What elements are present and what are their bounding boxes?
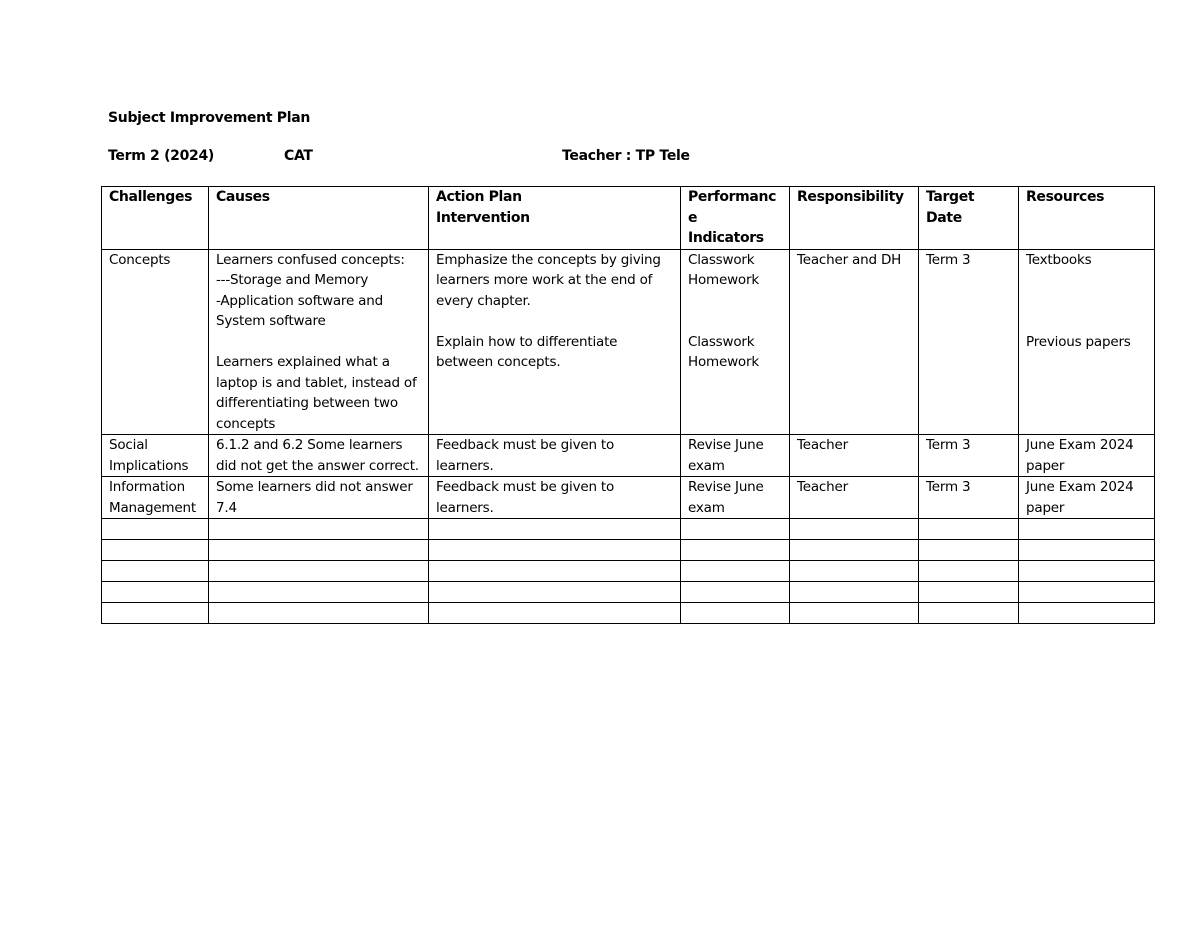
header-performance bbox=[681, 187, 790, 250]
table-row bbox=[102, 249, 1155, 435]
empty-cell bbox=[102, 603, 209, 624]
empty-cell bbox=[429, 561, 681, 582]
cell-target-date: Term 3 bbox=[919, 477, 1019, 519]
header-challenges: Challenges bbox=[102, 187, 209, 250]
empty-cell bbox=[1019, 519, 1155, 540]
empty-cell bbox=[919, 603, 1019, 624]
cell-challenge: Social Implications bbox=[102, 435, 209, 477]
empty-cell bbox=[919, 540, 1019, 561]
empty-cell bbox=[102, 582, 209, 603]
cell-responsibility: Teacher bbox=[790, 477, 919, 519]
header-action-line1: Action Plan bbox=[436, 189, 522, 205]
empty-cell bbox=[681, 582, 790, 603]
cell-performance: Revise June exam bbox=[681, 435, 790, 477]
empty-row bbox=[102, 603, 1155, 624]
header-action-line2: Intervention bbox=[436, 209, 530, 226]
performance-text: Classwork bbox=[688, 251, 755, 268]
empty-cell bbox=[429, 540, 681, 561]
cause-text: -Application software and System software bbox=[216, 292, 383, 329]
header-performance-line1: Performance bbox=[688, 189, 777, 226]
empty-row bbox=[102, 519, 1155, 540]
empty-cell bbox=[790, 519, 919, 540]
cell-performance: Revise June exam bbox=[681, 477, 790, 519]
empty-cell bbox=[681, 540, 790, 561]
header-target-date bbox=[919, 187, 1019, 250]
header-target-line2: Date bbox=[926, 209, 962, 226]
cell-action: Feedback must be given to learners. bbox=[429, 477, 681, 519]
cause-text: Learners confused concepts: bbox=[216, 251, 405, 268]
table-row bbox=[102, 435, 1155, 477]
cause-text: ---Storage and Memory bbox=[216, 272, 369, 288]
empty-cell bbox=[209, 582, 429, 603]
improvement-plan-table bbox=[101, 186, 1155, 624]
cell-performance bbox=[681, 249, 790, 435]
document-title: Subject Improvement Plan bbox=[108, 110, 311, 126]
header-causes: Causes bbox=[209, 187, 429, 250]
empty-cell bbox=[1019, 561, 1155, 582]
empty-cell bbox=[919, 582, 1019, 603]
empty-cell bbox=[429, 582, 681, 603]
cell-challenge: Information Management bbox=[102, 477, 209, 519]
performance-text: Homework bbox=[688, 354, 759, 370]
empty-cell bbox=[919, 519, 1019, 540]
header-row bbox=[102, 187, 1155, 250]
cell-resources: June Exam 2024 paper bbox=[1019, 477, 1155, 519]
empty-cell bbox=[102, 540, 209, 561]
empty-cell bbox=[209, 561, 429, 582]
empty-cell bbox=[1019, 603, 1155, 624]
cell-resources bbox=[1019, 249, 1155, 435]
empty-cell bbox=[209, 519, 429, 540]
cell-causes: 6.1.2 and 6.2 Some learners did not get the answer correct. bbox=[209, 435, 429, 477]
cell-challenge: Concepts bbox=[102, 249, 209, 435]
header-responsibility: Responsibility bbox=[790, 187, 919, 250]
empty-cell bbox=[102, 561, 209, 582]
cell-action: Feedback must be given to learners. bbox=[429, 435, 681, 477]
cell-causes bbox=[209, 249, 429, 435]
empty-cell bbox=[681, 561, 790, 582]
empty-row bbox=[102, 561, 1155, 582]
cell-responsibility: Teacher and DH bbox=[790, 249, 919, 435]
empty-cell bbox=[429, 519, 681, 540]
empty-cell bbox=[209, 603, 429, 624]
cell-causes: Some learners did not answer 7.4 bbox=[209, 477, 429, 519]
empty-cell bbox=[790, 561, 919, 582]
cell-target-date: Term 3 bbox=[919, 249, 1019, 435]
empty-cell bbox=[1019, 582, 1155, 603]
header-resources: Resources bbox=[1019, 187, 1155, 250]
teacher-label: Teacher : TP Tele bbox=[562, 148, 690, 164]
cause-text: Learners explained what a laptop is and tablet, instead of differentiating between two concepts bbox=[216, 354, 417, 432]
empty-cell bbox=[681, 519, 790, 540]
header-performance-line2: Indicators bbox=[688, 230, 764, 246]
performance-text: Classwork bbox=[688, 333, 755, 350]
resources-text: Textbooks bbox=[1026, 251, 1092, 268]
empty-cell bbox=[1019, 540, 1155, 561]
cell-target-date: Term 3 bbox=[919, 435, 1019, 477]
empty-row bbox=[102, 540, 1155, 561]
empty-cell bbox=[429, 603, 681, 624]
cell-responsibility: Teacher bbox=[790, 435, 919, 477]
empty-cell bbox=[790, 540, 919, 561]
term-label: Term 2 (2024) bbox=[108, 148, 215, 164]
empty-cell bbox=[790, 582, 919, 603]
cell-resources: June Exam 2024 paper bbox=[1019, 435, 1155, 477]
empty-cell bbox=[919, 561, 1019, 582]
subject-label: CAT bbox=[284, 148, 313, 164]
empty-cell bbox=[681, 603, 790, 624]
performance-text: Homework bbox=[688, 272, 759, 288]
cell-action bbox=[429, 249, 681, 435]
empty-cell bbox=[790, 603, 919, 624]
table-row bbox=[102, 477, 1155, 519]
empty-row bbox=[102, 582, 1155, 603]
resources-text: Previous papers bbox=[1026, 333, 1131, 350]
action-text: Emphasize the concepts by giving learners more work at the end of every chapter. bbox=[436, 251, 661, 309]
empty-cell bbox=[102, 519, 209, 540]
action-text: Explain how to differentiate between concepts. bbox=[436, 333, 618, 370]
empty-cell bbox=[209, 540, 429, 561]
header-target-line1: Target bbox=[926, 189, 975, 205]
header-action-plan bbox=[429, 187, 681, 250]
